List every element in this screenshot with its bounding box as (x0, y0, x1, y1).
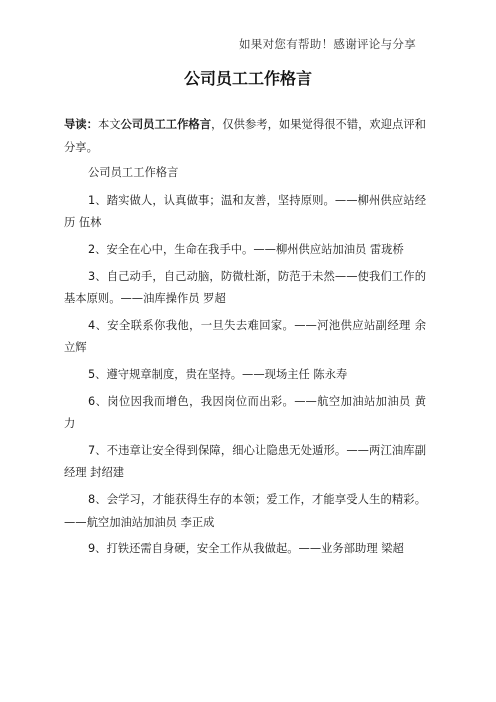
document-body (64, 114, 426, 565)
intro-bold-title: 公司员工工作格言 (120, 118, 212, 131)
section-subheading: 公司员工工作格言 (88, 166, 179, 180)
motto-item-2: 2、安全在心中，生命在我手中。——柳州供应站加油员 雷珑桥 (88, 242, 404, 256)
page-title: 公司员工工作格言 (183, 69, 312, 88)
motto-item-9: 9、打铁还需自身硬，安全工作从我做起。——业务部助理 梁超 (88, 542, 404, 556)
intro-prefix: 本文 (97, 118, 121, 131)
header-note: 如果对您有帮助！感谢评论与分享 (239, 37, 416, 51)
motto-item-6: 6、岗位因我而增色，我因岗位而出彩。——航空加油站加油员 黄力 (64, 394, 426, 431)
motto-item-5: 5、遵守规章制度，贵在坚持。——现场主任 陈永寿 (88, 367, 348, 381)
intro-label: 导读： (64, 118, 98, 131)
intro-paragraph (64, 114, 426, 159)
intro-suffix: ，仅供参考，如果觉得很不错，欢迎点评和分享。 (64, 118, 426, 154)
motto-item-8: 8、会学习，才能获得生存的本领；爱工作，才能享受人生的精彩。——航空加油站加油员 李正成 (64, 492, 426, 529)
motto-item-7: 7、不违章让安全得到保障，细心让隐患无处遁形。——两江油库副经理 封绍建 (64, 443, 426, 480)
motto-item-1: 1、踏实做人，认真做事；温和友善，坚持原则。——柳州供应站经历 伍林 (64, 193, 426, 230)
motto-item-4: 4、安全联系你我他，一旦失去难回家。——河池供应站副经理 余立辉 (64, 318, 426, 355)
motto-item-3: 3、自己动手，自己动脑，防微杜渐，防范于未然——使我们工作的基本原则。——油库操作员 罗超 (64, 269, 426, 306)
